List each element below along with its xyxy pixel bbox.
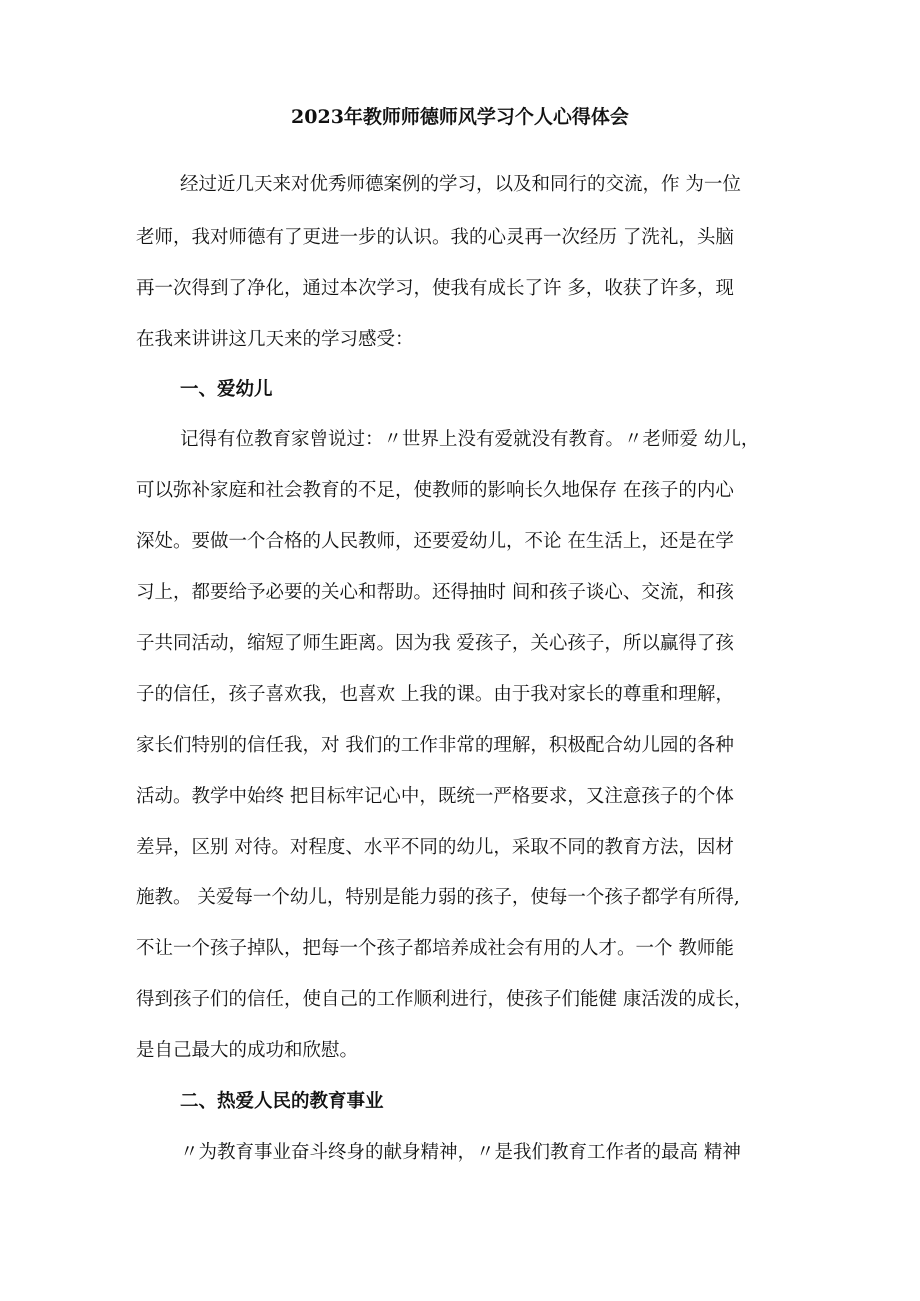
paragraph-line: 再一次得到了净化，通过本次学习，使我有成长了许 多，收获了许多，现 bbox=[136, 278, 734, 299]
paragraph-line: 在我来讲讲这几天来的学习感受： bbox=[136, 329, 414, 350]
paragraph-line: 差异，区别 对待。对程度、水平不同的幼儿，采取不同的教育方法，因材 bbox=[136, 837, 734, 858]
paragraph-line: 得到孩子们的信任，使自己的工作顺利进行，使孩子们能健 康活泼的成长， bbox=[136, 989, 753, 1010]
section-heading-1: 一、爱幼儿 bbox=[180, 379, 273, 400]
paragraph-line: 〃为教育事业奋斗终身的献身精神，〃是我们教育工作者的最高 精神 bbox=[180, 1142, 741, 1163]
paragraph-line: 不让一个孩子掉队，把每一个孩子都培养成社会有用的人才。一个 教师能 bbox=[136, 938, 734, 959]
paragraph-line: 可以弥补家庭和社会教育的不足，使教师的影响长久地保存 在孩子的内心 bbox=[136, 480, 734, 501]
paragraph-line: 经过近几天来对优秀师德案例的学习，以及和同行的交流，作 为一位 bbox=[180, 174, 741, 195]
document-title: 2023年教师师德师风学习个人心得体会 bbox=[291, 106, 629, 128]
paragraph-line: 家长们特别的信任我，对 我们的工作非常的理解，积极配合幼儿园的各种 bbox=[136, 735, 734, 756]
paragraph-line: 子的信任，孩子喜欢我，也喜欢 上我的课。由于我对家长的尊重和理解， bbox=[136, 684, 734, 705]
paragraph-line: 深处。要做一个合格的人民教师，还要爱幼儿，不论 在生活上，还是在学 bbox=[136, 531, 734, 552]
paragraph-line: 记得有位教育家曾说过：〃世界上没有爱就没有教育。〃老师爱 幼儿， bbox=[180, 429, 760, 450]
paragraph-line: 活动。教学中始终 把目标牢记心中，既统一严格要求，又注意孩子的个体 bbox=[136, 786, 734, 807]
section-heading-2: 二、热爱人民的教育事业 bbox=[180, 1091, 384, 1112]
paragraph-line: 子共同活动，缩短了师生距离。因为我 爱孩子，关心孩子，所以赢得了孩 bbox=[136, 633, 734, 654]
paragraph-line: 老师，我对师德有了更进一步的认识。我的心灵再一次经历 了洗礼，头脑 bbox=[136, 227, 734, 248]
paragraph-line: 习上，都要给予必要的关心和帮助。还得抽时 间和孩子谈心、交流，和孩 bbox=[136, 582, 734, 603]
paragraph-line: 是自己最大的成功和欣慰。 bbox=[136, 1040, 359, 1061]
paragraph-line: 施教。 关爱每一个幼儿，特别是能力弱的孩子，使每一个孩子都学有所得, bbox=[136, 887, 740, 908]
